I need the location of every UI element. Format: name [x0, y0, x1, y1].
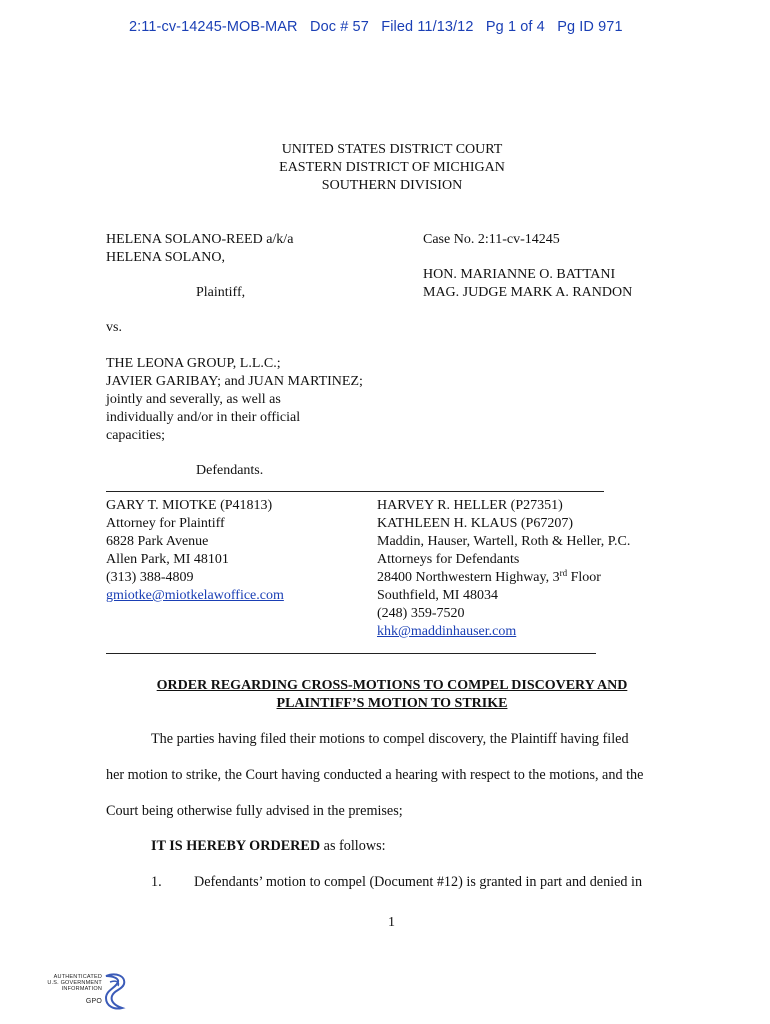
plaintiff-attorney-name: GARY T. MIOTKE (P41813): [106, 498, 273, 513]
defense-phone: (248) 359-7520: [377, 606, 465, 621]
order-title-line2: PLAINTIFF’S MOTION TO STRIKE: [276, 696, 508, 711]
defense-address1-ordinal: rd: [559, 568, 568, 578]
defense-attorney-name2: KATHLEEN H. KLAUS (P67207): [377, 516, 573, 531]
header-page-count: Pg 1 of 4: [485, 19, 545, 35]
defense-address1-floor: Floor: [567, 570, 601, 585]
order-title-line1: ORDER REGARDING CROSS-MOTIONS TO COMPEL DISCOVERY AND: [156, 678, 628, 693]
defense-attorney-role: Attorneys for Defendants: [377, 552, 520, 567]
defendant-line3: jointly and severally, as well as: [106, 392, 281, 407]
logo-line2: U.S. GOVERNMENT: [47, 980, 102, 986]
document-header-stamp: [129, 18, 623, 36]
defense-address1: [377, 569, 630, 587]
defense-attorney-name1: HARVEY R. HELLER (P27351): [377, 498, 563, 513]
plaintiff-attorney-address2: Allen Park, MI 48101: [106, 552, 229, 567]
magistrate-judge-name: MAG. JUDGE MARK A. RANDON: [423, 285, 633, 300]
ordered-rest-text: as follows:: [320, 838, 386, 854]
defense-address1-street: 28400 Northwestern Highway, 3: [377, 570, 560, 585]
order-title: [0, 677, 770, 713]
court-heading: [0, 141, 770, 195]
defendant-line4: individually and/or in their official: [106, 410, 301, 425]
case-number: Case No. 2:11-cv-14245: [423, 232, 560, 247]
defendant-role: Defendants.: [196, 463, 264, 478]
court-district: EASTERN DISTRICT OF MICHIGAN: [279, 160, 505, 175]
plaintiff-attorney-address1: 6828 Park Avenue: [106, 534, 209, 549]
defendant-line2: JAVIER GARIBAY; and JUAN MARTINEZ;: [106, 374, 363, 389]
item1-number: 1.: [151, 874, 162, 890]
eagle-emblem-icon: [102, 972, 128, 1012]
plaintiff-attorney-email-link[interactable]: gmiotke@miotkelawoffice.com: [106, 588, 284, 603]
header-filed-date: Filed 11/13/12: [381, 19, 474, 35]
defense-address2: Southfield, MI 48034: [377, 588, 498, 603]
versus: vs.: [106, 320, 122, 335]
header-doc-number: Doc # 57: [310, 19, 369, 35]
defense-law-firm: Maddin, Hauser, Wartell, Roth & Heller, P.C.: [377, 534, 631, 549]
counsel-top-rule: [106, 491, 604, 492]
order-paragraph-line1: The parties having filed their motions to compel discovery, the Plaintiff having filed: [151, 731, 629, 747]
court-division: SOUTHERN DIVISION: [321, 178, 463, 193]
order-paragraph-line2: her motion to strike, the Court having conducted a hearing with respect to the motions, and the: [106, 767, 644, 783]
order-paragraph-line3: Court being otherwise fully advised in the premises;: [106, 803, 403, 819]
page-number: 1: [388, 915, 395, 930]
logo-line3: INFORMATION: [61, 986, 102, 992]
defendant-line5: capacities;: [106, 428, 166, 443]
plaintiff-name-line2: HELENA SOLANO,: [106, 250, 225, 265]
plaintiff-role: Plaintiff,: [196, 285, 246, 300]
defendants-counsel-block: [377, 497, 630, 641]
logo-line1: AUTHENTICATED: [53, 974, 102, 980]
header-case-number: 2:11-cv-14245-MOB-MAR: [129, 19, 298, 35]
plaintiff-counsel-block: [106, 497, 284, 605]
logo-gpo: GPO: [85, 998, 102, 1005]
plaintiff-attorney-phone: (313) 388-4809: [106, 570, 194, 585]
judge-name: HON. MARIANNE O. BATTANI: [423, 267, 616, 282]
court-name: UNITED STATES DISTRICT COURT: [281, 142, 503, 157]
header-page-id: Pg ID 971: [557, 19, 623, 35]
gpo-authentication-logo: [44, 972, 130, 1016]
item1-text: Defendants’ motion to compel (Document #12) is granted in part and denied in: [194, 874, 643, 890]
defendant-line1: THE LEONA GROUP, L.L.C.;: [106, 356, 281, 371]
plaintiff-attorney-role: Attorney for Plaintiff: [106, 516, 225, 531]
ordered-statement: [151, 837, 386, 855]
ordered-bold-text: IT IS HEREBY ORDERED: [151, 838, 321, 854]
defense-email-link[interactable]: khk@maddinhauser.com: [377, 624, 517, 639]
plaintiff-name-line1: HELENA SOLANO-REED a/k/a: [106, 232, 294, 247]
counsel-bottom-rule: [106, 653, 596, 654]
